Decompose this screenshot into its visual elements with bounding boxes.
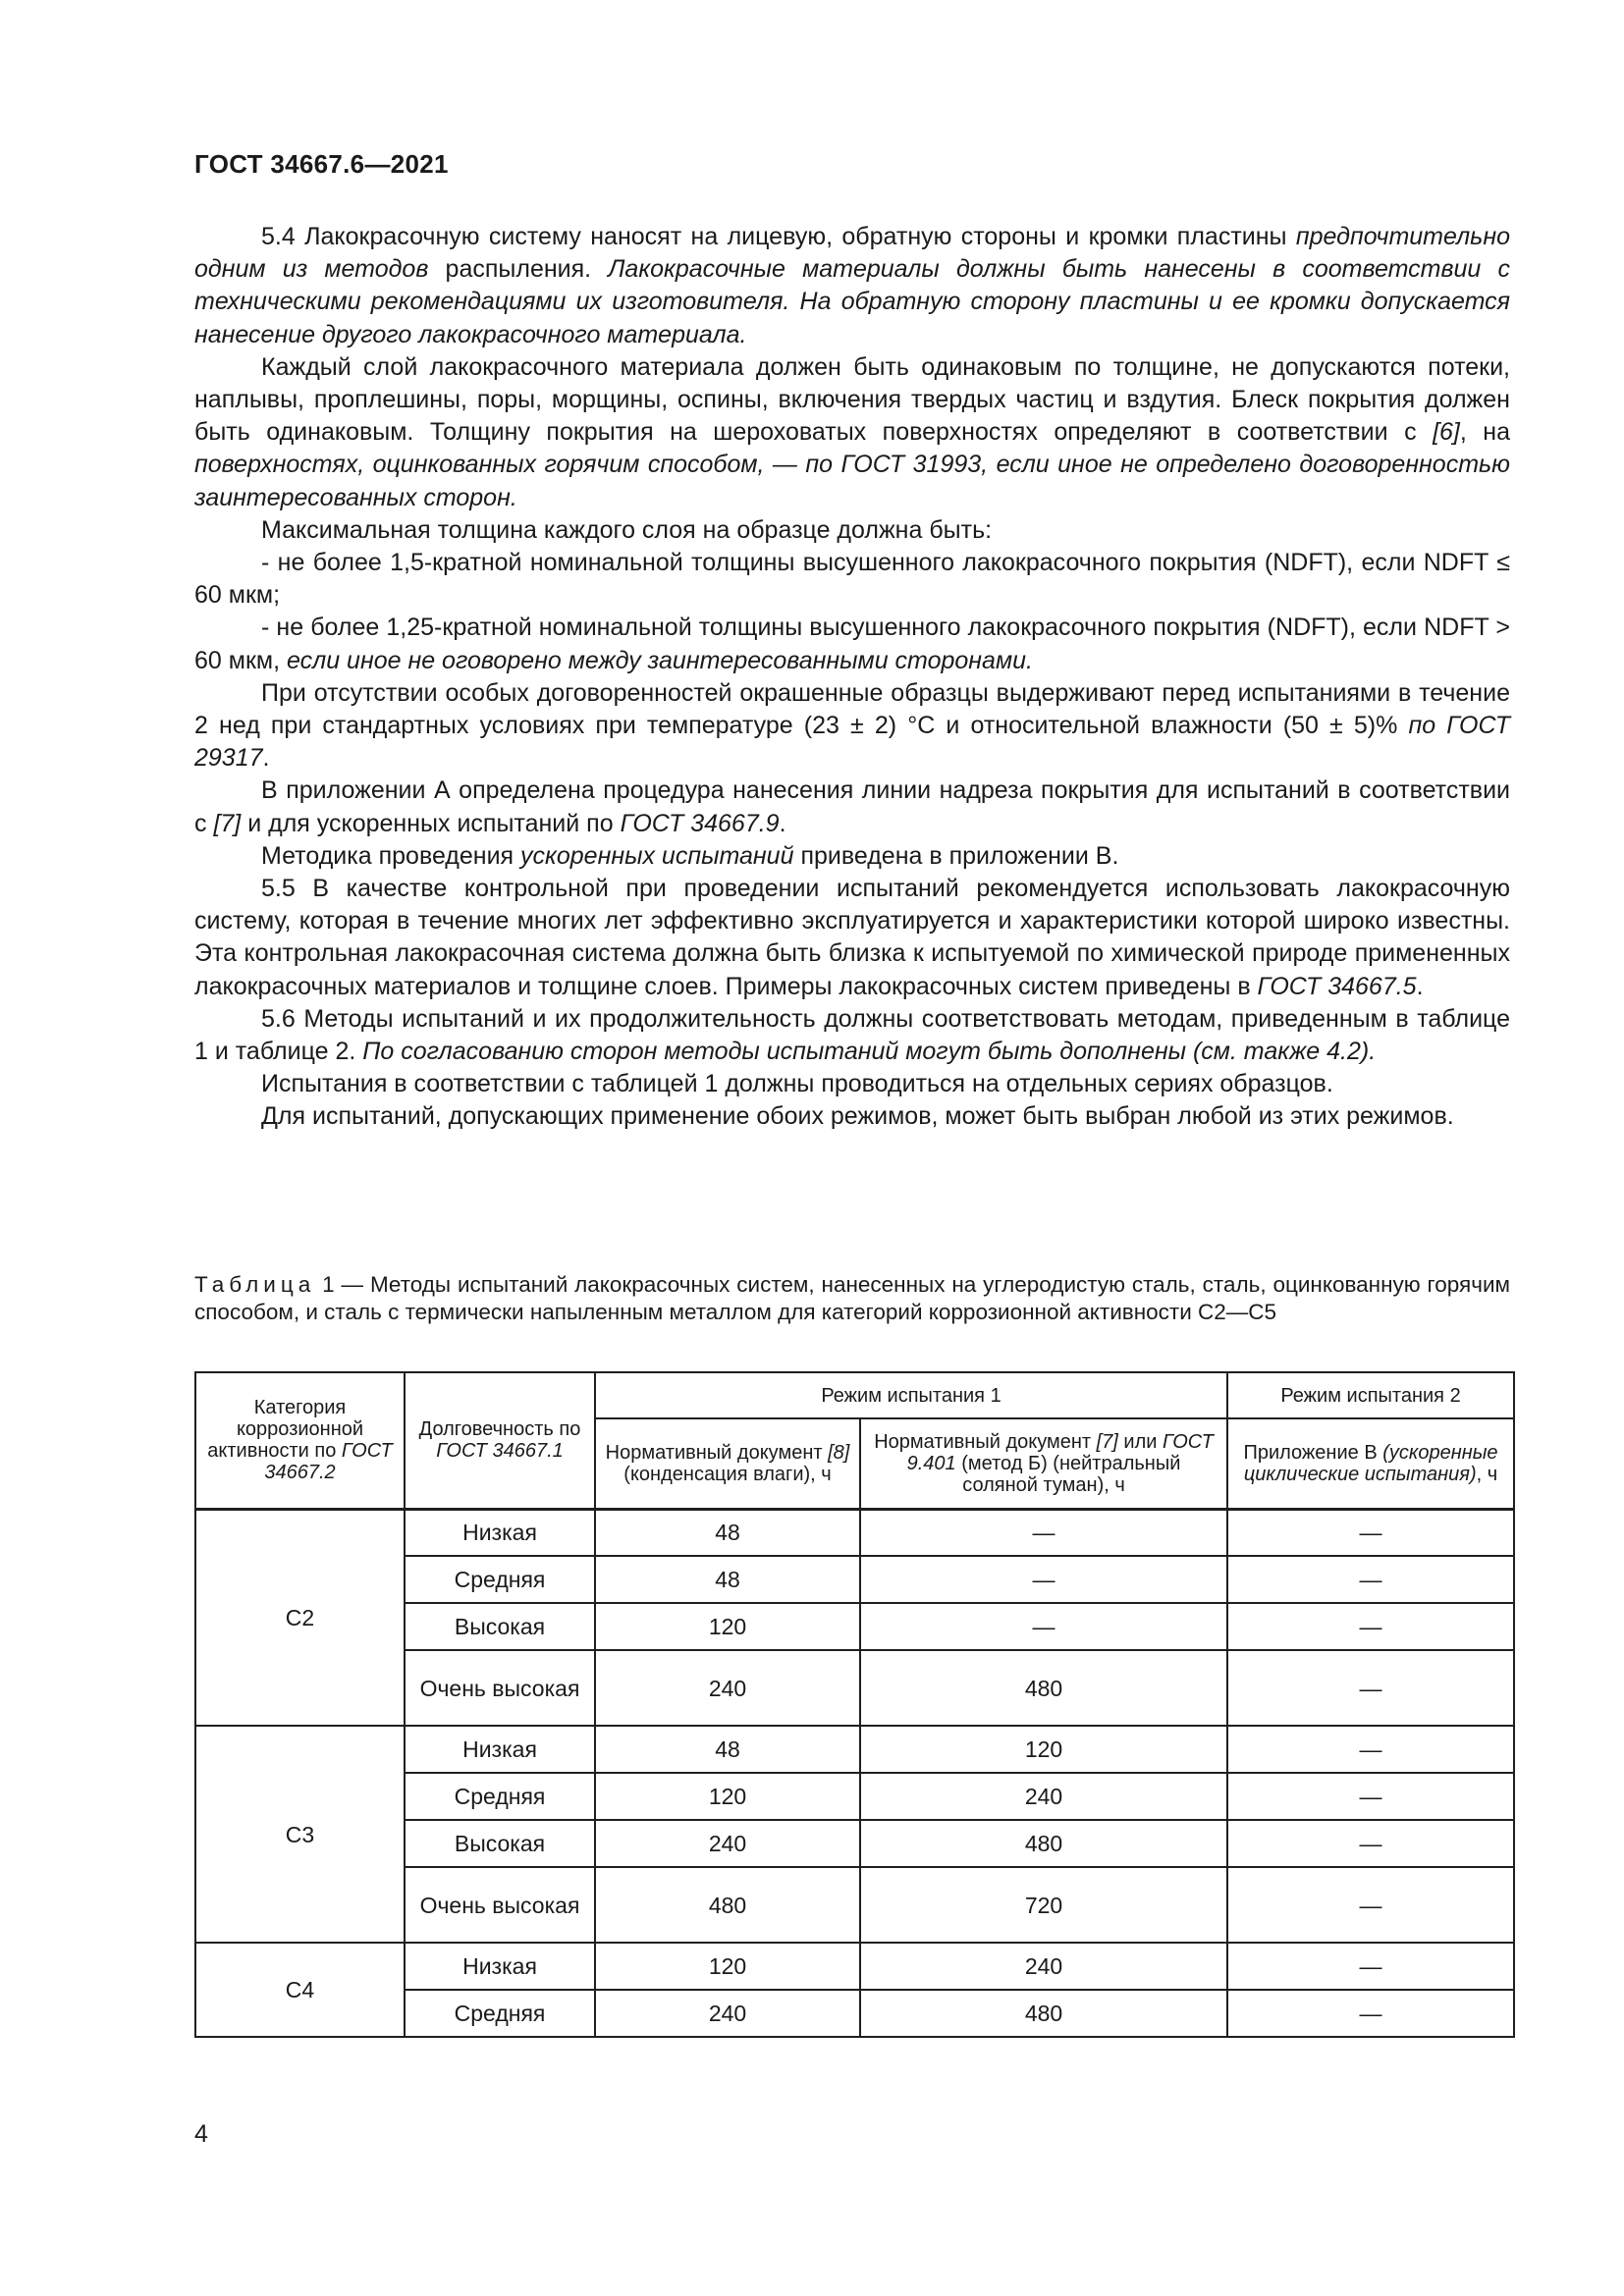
text-run: , ч <box>1476 1463 1498 1485</box>
condensation-cell: 120 <box>595 1603 860 1650</box>
accelerated-cell: — <box>1227 1943 1514 1990</box>
durability-cell: Средняя <box>405 1556 595 1603</box>
paragraph <box>194 1068 1510 1100</box>
condensation-cell: 48 <box>595 1556 860 1603</box>
italic-run: [8] <box>828 1441 850 1464</box>
category-cell: С4 <box>195 1943 405 2037</box>
paragraph <box>194 221 1510 351</box>
italic-run: [6] <box>1433 418 1460 447</box>
text-run: и для ускоренных испытаний по <box>241 809 621 837</box>
accelerated-cell: — <box>1227 1820 1514 1867</box>
italic-run: предпочтительно одним из методов <box>194 223 1510 284</box>
durability-cell: Высокая <box>405 1603 595 1650</box>
italic-run: ГОСТ 34667.2 <box>264 1440 393 1484</box>
condensation-cell: 240 <box>595 1650 860 1726</box>
text-run: Для испытаний, допускающих применение обоих режимов, может быть выбран любой из этих режимов. <box>261 1102 1454 1131</box>
text-run: Испытания в соответствии с таблицей 1 должны проводиться на отдельных сериях образцов. <box>261 1070 1333 1098</box>
accelerated-cell: — <box>1227 1867 1514 1943</box>
text-run: (конденсация влаги), ч <box>623 1463 832 1485</box>
condensation-cell: 48 <box>595 1509 860 1556</box>
text-run: Максимальная толщина каждого слоя на образце должна быть: <box>261 515 993 544</box>
italic-run: ускоренных испытаний <box>520 841 794 870</box>
text-run: Категория коррозионной активности по <box>207 1397 364 1463</box>
paragraph <box>194 1100 1510 1133</box>
paragraph <box>194 873 1510 1003</box>
condensation-cell: 240 <box>595 1990 860 2037</box>
paragraph <box>194 1003 1510 1068</box>
text-run: (метод Б) (нейтральный соляной туман), ч <box>955 1452 1181 1496</box>
table-row <box>195 1726 1514 1773</box>
italic-run: по ГОСТ 29317 <box>194 712 1510 773</box>
text-run: - не более 1,25-кратной номинальной толщины высушенного лакокрасочного покрытия (NDFT), если NDFT > 60 мкм, <box>194 614 1510 674</box>
italic-run: ГОСТ 34667.1 <box>436 1440 564 1463</box>
document-header: ГОСТ 34667.6—2021 <box>194 149 449 179</box>
accelerated-cell: — <box>1227 1990 1514 2037</box>
body-text <box>194 221 1510 1134</box>
salt-spray-cell: — <box>860 1509 1227 1556</box>
text-run: 5.4 Лакокрасочную систему наносят на лицевую, обратную стороны и кромки пластины <box>261 223 1296 250</box>
durability-cell: Высокая <box>405 1820 595 1867</box>
category-cell: С3 <box>195 1726 405 1943</box>
accelerated-cell: — <box>1227 1509 1514 1556</box>
paragraph <box>194 612 1510 676</box>
paragraph <box>194 677 1510 775</box>
italic-run: Лакокрасочные материалы должны быть нанесены в соответствии с техническими рекомендациями их изготовителя. На обратную сторону пластины и ее кромки допускается нанесение другого лакокрасочного материала. <box>194 255 1510 348</box>
salt-spray-cell: — <box>860 1603 1227 1650</box>
table-caption-text: 1 — Методы испытаний лакокрасочных систем, нанесенных на углеродистую сталь, сталь, оцинкованную горячим способом, и сталь с термически напыленным металлом для категорий коррозионной активности С2—С5 <box>194 1272 1510 1324</box>
category-cell: С2 <box>195 1509 405 1726</box>
durability-cell: Низкая <box>405 1943 595 1990</box>
text-run: . <box>1416 972 1424 1000</box>
text-run: Нормативный документ <box>605 1441 829 1464</box>
text-run: Долговечность по <box>418 1418 581 1441</box>
text-run: распыления. <box>428 255 609 284</box>
table-caption-label: Таблица <box>194 1272 316 1297</box>
salt-spray-cell: 480 <box>860 1820 1227 1867</box>
italic-run: поверхностях, оцинкованных горячим способом, — по ГОСТ 31993, если иное не определено договоренностью заинтересованных сторон. <box>194 451 1510 511</box>
header-durability <box>405 1372 595 1509</box>
durability-cell: Средняя <box>405 1990 595 2037</box>
header-accelerated <box>1227 1418 1514 1509</box>
italic-run: ГОСТ 34667.5 <box>1257 972 1417 1000</box>
text-run: В приложении А определена процедура нанесения линии надреза покрытия для испытаний в соответствии с <box>194 776 1510 837</box>
header-category <box>195 1372 405 1509</box>
accelerated-cell: — <box>1227 1773 1514 1820</box>
durability-cell: Низкая <box>405 1726 595 1773</box>
italic-run: если иное не оговорено между заинтересованными сторонами. <box>286 646 1033 674</box>
accelerated-cell: — <box>1227 1603 1514 1650</box>
paragraph <box>194 547 1510 612</box>
text-run: или <box>1117 1430 1164 1453</box>
italic-run: ГОСТ 9.401 <box>906 1430 1214 1474</box>
text-run: 5.5 В качестве контрольной при проведении испытаний рекомендуется использовать лакокрасочную систему, которая в течение многих лет эффективно эксплуатируется и характеристики которой широко известны. Эта контрольная лакокрасочная система должна быть близка к испытуемой по химической природе примененных лакокрасочных материалов и толщине слоев. Примеры лакокрасочных систем приведены в <box>194 875 1510 1000</box>
durability-cell: Очень высокая <box>405 1650 595 1726</box>
text-run: . <box>779 809 786 837</box>
paragraph <box>194 351 1510 514</box>
text-run: . <box>262 744 270 773</box>
accelerated-cell: — <box>1227 1650 1514 1726</box>
text-run: Приложение В <box>1243 1441 1383 1464</box>
table-row <box>195 1509 1514 1556</box>
header-condensation <box>595 1418 860 1509</box>
text-run: Каждый слой лакокрасочного материала должен быть одинаковым по толщине, не допускаются потеки, наплывы, проплешины, поры, морщины, оспины, включения твердых частиц и вздутия. Блеск покрытия должен быть одинаковым. Толщину покрытия на шероховатых поверхностях определяют в соответствии с <box>194 352 1510 447</box>
italic-run: По согласованию сторон методы испытаний могут быть дополнены (см. также 4.2). <box>362 1038 1377 1066</box>
table-caption <box>194 1271 1510 1326</box>
durability-cell: Средняя <box>405 1773 595 1820</box>
text-run: При отсутствии особых договоренностей окрашенные образцы выдерживают перед испытаниями в течение 2 нед при стандартных условиях при температуре (23 ± 2) °С и относительной влажности (50 ± 5)% <box>194 678 1510 740</box>
salt-spray-cell: 120 <box>860 1726 1227 1773</box>
salt-spray-cell: 720 <box>860 1867 1227 1943</box>
accelerated-cell: — <box>1227 1726 1514 1773</box>
salt-spray-cell: 240 <box>860 1943 1227 1990</box>
header-mode-2: Режим испытания 2 <box>1227 1372 1514 1418</box>
salt-spray-cell: 480 <box>860 1990 1227 2037</box>
table-body <box>195 1509 1514 2037</box>
page-number: 4 <box>194 2120 208 2148</box>
condensation-cell: 480 <box>595 1867 860 1943</box>
text-run: , на <box>1459 418 1510 447</box>
condensation-cell: 120 <box>595 1943 860 1990</box>
text-run: - не более 1,5-кратной номинальной толщины высушенного лакокрасочного покрытия (NDFT), если NDFT ≤ 60 мкм; <box>194 549 1510 610</box>
text-run: Нормативный документ <box>874 1430 1097 1453</box>
condensation-cell: 120 <box>595 1773 860 1820</box>
salt-spray-cell: 240 <box>860 1773 1227 1820</box>
text-run: Методика проведения <box>261 841 521 870</box>
italic-run: ГОСТ 34667.9 <box>620 809 780 837</box>
paragraph <box>194 774 1510 839</box>
paragraph <box>194 514 1510 547</box>
italic-run: [7] <box>1096 1430 1118 1453</box>
condensation-cell: 240 <box>595 1820 860 1867</box>
paragraph <box>194 840 1510 873</box>
text-run: 5.6 Методы испытаний и их продолжительность должны соответствовать методам, приведенным в таблице 1 и таблице 2. <box>194 1004 1510 1066</box>
table-row <box>195 1943 1514 1990</box>
italic-run: (ускоренные циклические испытания) <box>1243 1441 1498 1485</box>
salt-spray-cell: — <box>860 1556 1227 1603</box>
header-salt-spray <box>860 1418 1227 1509</box>
text-run: приведена в приложении В. <box>793 841 1119 870</box>
accelerated-cell: — <box>1227 1556 1514 1603</box>
condensation-cell: 48 <box>595 1726 860 1773</box>
header-mode-1: Режим испытания 1 <box>595 1372 1227 1418</box>
italic-run: [7] <box>213 809 242 837</box>
durability-cell: Низкая <box>405 1509 595 1556</box>
salt-spray-cell: 480 <box>860 1650 1227 1726</box>
durability-cell: Очень высокая <box>405 1867 595 1943</box>
test-methods-table <box>194 1371 1515 2038</box>
